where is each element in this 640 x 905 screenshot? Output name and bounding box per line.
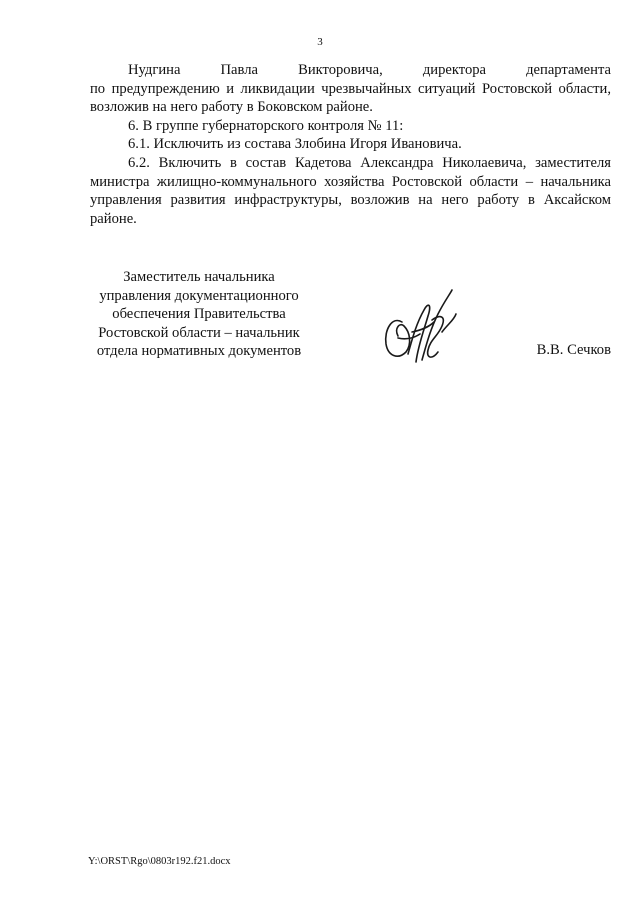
paragraph-6-heading: 6. В группе губернаторского контроля № 11: xyxy=(128,117,404,134)
signatory-name: В.В. Сечков xyxy=(536,342,611,358)
signatory-title-line: Заместитель начальника xyxy=(123,269,275,285)
paragraph-6-2: 6.2. Включить в состав Кадетова Александра Николаевича, заместителя министра жилищно-коммунального хозяйства Ростовской области – начальника управления развития инфраструктуры, возложив на него работу в Аксайском районе. xyxy=(90,154,611,227)
paragraph-6-1: 6.1. Исключить из состава Злобина Игоря Ивановича. xyxy=(128,136,462,153)
signatory-title-line: Ростовской области – начальник xyxy=(98,324,300,341)
paragraph-1-first-line: Нудгина Павла Викторовича, директора департамента xyxy=(128,62,611,78)
signatory-title-line: обеспечения Правительства xyxy=(112,306,286,323)
document-body xyxy=(90,61,611,228)
signatory-title xyxy=(88,268,310,361)
file-path-footer: Y:\ORST\Rgo\0803r192.f21.docx xyxy=(88,856,231,867)
signatory-title-line: управления документационного xyxy=(99,287,299,304)
paragraph-1-continuation: по предупреждению и ликвидации чрезвычайных ситуаций Ростовской области, возложив на него работу в Боковском районе. xyxy=(90,80,611,116)
signatory-title-line: отдела нормативных документов xyxy=(96,343,302,360)
page-number: 3 xyxy=(317,36,323,48)
handwritten-signature xyxy=(372,280,472,370)
